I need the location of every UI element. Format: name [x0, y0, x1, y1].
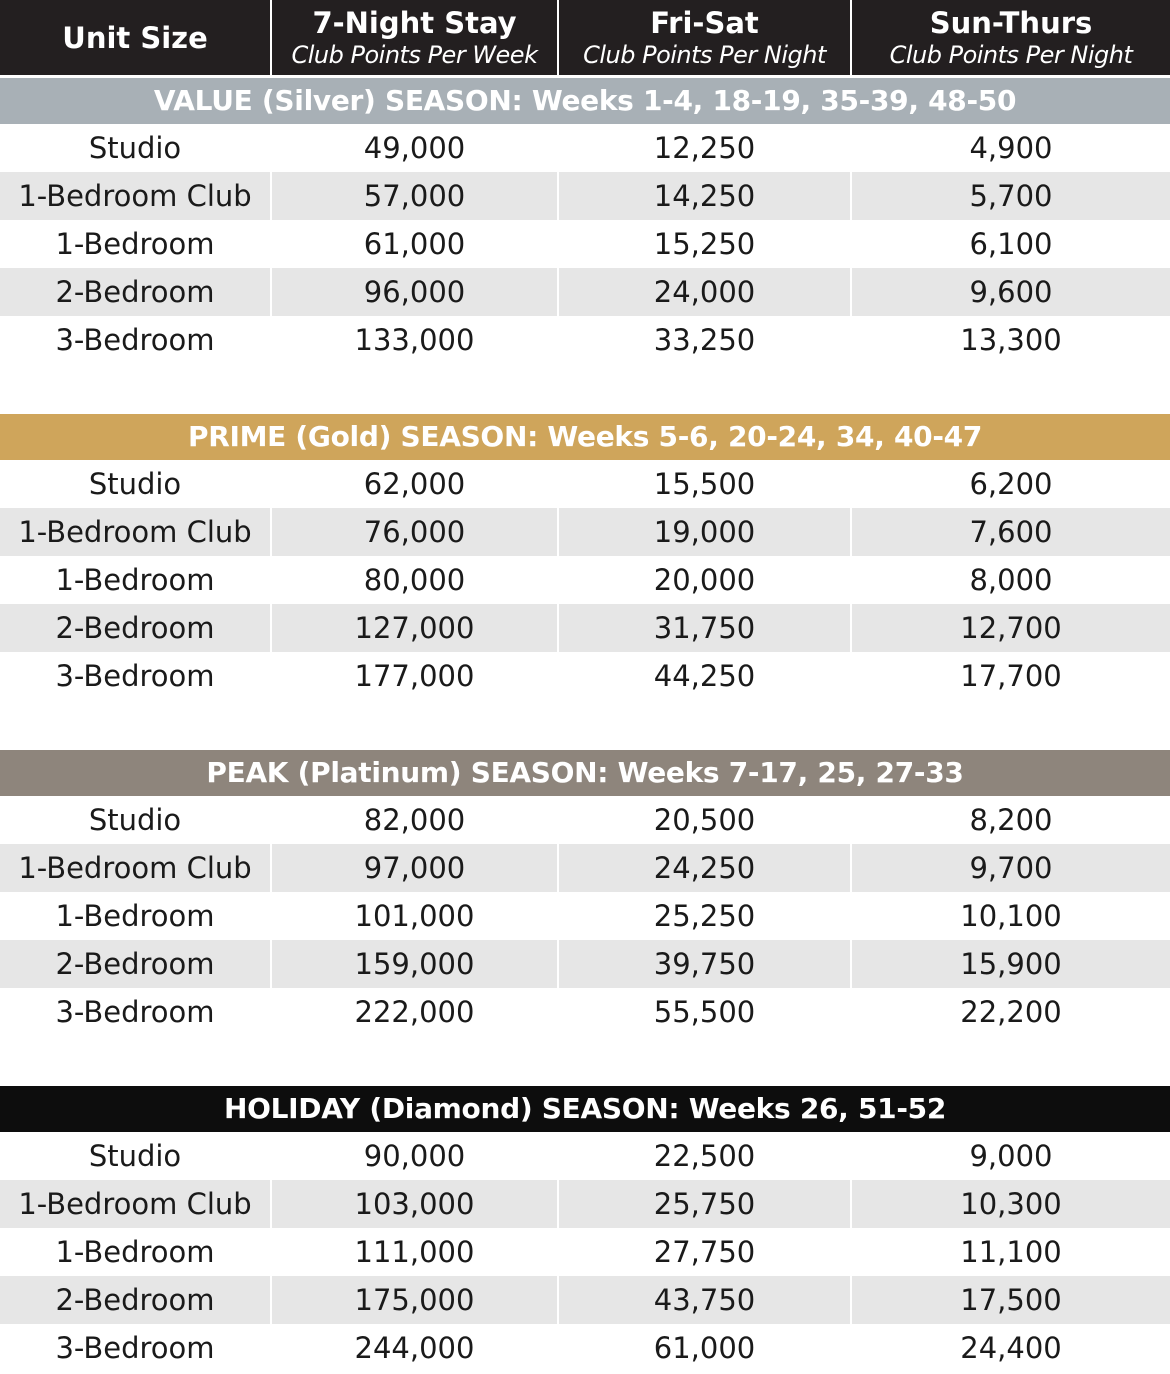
unit-size-cell: 1-Bedroom Club	[0, 508, 270, 556]
fri-sat-points-cell: 15,500	[557, 460, 850, 508]
unit-size-cell: 1-Bedroom Club	[0, 172, 270, 220]
fri-sat-points-cell: 24,000	[557, 268, 850, 316]
sun-thurs-points-cell: 10,100	[850, 892, 1170, 940]
table-row	[0, 1132, 1170, 1180]
fri-sat-points-cell: 25,750	[557, 1180, 850, 1228]
unit-size-cell: 2-Bedroom	[0, 604, 270, 652]
season-band: PEAK (Platinum) SEASON: Weeks 7-17, 25, 27-33	[0, 750, 1170, 796]
sun-thurs-points-cell: 9,600	[850, 268, 1170, 316]
sun-thurs-points-cell: 6,100	[850, 220, 1170, 268]
week-points-cell: 82,000	[270, 796, 557, 844]
week-points-cell: 222,000	[270, 988, 557, 1036]
sun-thurs-points-cell: 24,400	[850, 1324, 1170, 1372]
unit-size-cell: 3-Bedroom	[0, 652, 270, 700]
season-section-holiday	[0, 1086, 1170, 1372]
table-row	[0, 316, 1170, 364]
week-points-cell: 111,000	[270, 1228, 557, 1276]
table-row	[0, 172, 1170, 220]
header-unit-size-label: Unit Size	[62, 20, 208, 55]
header-unit-size	[0, 0, 270, 75]
unit-size-cell: 1-Bedroom	[0, 556, 270, 604]
week-points-cell: 76,000	[270, 508, 557, 556]
sun-thurs-points-cell: 17,500	[850, 1276, 1170, 1324]
table-row	[0, 652, 1170, 700]
fri-sat-points-cell: 39,750	[557, 940, 850, 988]
season-band: PRIME (Gold) SEASON: Weeks 5-6, 20-24, 34, 40-47	[0, 414, 1170, 460]
table-row	[0, 220, 1170, 268]
sun-thurs-points-cell: 5,700	[850, 172, 1170, 220]
table-row	[0, 796, 1170, 844]
fri-sat-points-cell: 20,000	[557, 556, 850, 604]
unit-size-cell: 1-Bedroom	[0, 1228, 270, 1276]
fri-sat-points-cell: 25,250	[557, 892, 850, 940]
unit-size-cell: Studio	[0, 796, 270, 844]
season-section-value	[0, 78, 1170, 364]
fri-sat-points-cell: 14,250	[557, 172, 850, 220]
week-points-cell: 61,000	[270, 220, 557, 268]
fri-sat-points-cell: 24,250	[557, 844, 850, 892]
table-row	[0, 1276, 1170, 1324]
unit-size-cell: 1-Bedroom	[0, 892, 270, 940]
table-row	[0, 508, 1170, 556]
sun-thurs-points-cell: 8,000	[850, 556, 1170, 604]
fri-sat-points-cell: 22,500	[557, 1132, 850, 1180]
week-points-cell: 133,000	[270, 316, 557, 364]
week-points-cell: 97,000	[270, 844, 557, 892]
table-row	[0, 1180, 1170, 1228]
table-row	[0, 1228, 1170, 1276]
unit-size-cell: Studio	[0, 1132, 270, 1180]
week-points-cell: 177,000	[270, 652, 557, 700]
season-section-peak	[0, 750, 1170, 1036]
unit-size-cell: 2-Bedroom	[0, 268, 270, 316]
week-points-cell: 127,000	[270, 604, 557, 652]
sun-thurs-points-cell: 7,600	[850, 508, 1170, 556]
unit-size-cell: 3-Bedroom	[0, 1324, 270, 1372]
sun-thurs-points-cell: 6,200	[850, 460, 1170, 508]
unit-size-cell: 1-Bedroom Club	[0, 844, 270, 892]
season-band: VALUE (Silver) SEASON: Weeks 1-4, 18-19, 35-39, 48-50	[0, 78, 1170, 124]
fri-sat-points-cell: 27,750	[557, 1228, 850, 1276]
table-row	[0, 460, 1170, 508]
sun-thurs-points-cell: 17,700	[850, 652, 1170, 700]
fri-sat-points-cell: 20,500	[557, 796, 850, 844]
season-section-prime	[0, 414, 1170, 700]
header-fri-sat-title: Fri-Sat	[650, 5, 759, 40]
fri-sat-points-cell: 33,250	[557, 316, 850, 364]
table-row	[0, 988, 1170, 1036]
header-fri-sat	[557, 0, 850, 75]
fri-sat-points-cell: 19,000	[557, 508, 850, 556]
fri-sat-points-cell: 43,750	[557, 1276, 850, 1324]
fri-sat-points-cell: 55,500	[557, 988, 850, 1036]
sun-thurs-points-cell: 13,300	[850, 316, 1170, 364]
week-points-cell: 62,000	[270, 460, 557, 508]
header-sun-thurs-subtitle: Club Points Per Night	[889, 40, 1133, 69]
sun-thurs-points-cell: 15,900	[850, 940, 1170, 988]
week-points-cell: 49,000	[270, 124, 557, 172]
fri-sat-points-cell: 31,750	[557, 604, 850, 652]
table-row	[0, 892, 1170, 940]
week-points-cell: 96,000	[270, 268, 557, 316]
unit-size-cell: 1-Bedroom Club	[0, 1180, 270, 1228]
fri-sat-points-cell: 61,000	[557, 1324, 850, 1372]
unit-size-cell: Studio	[0, 124, 270, 172]
fri-sat-points-cell: 15,250	[557, 220, 850, 268]
sun-thurs-points-cell: 9,700	[850, 844, 1170, 892]
week-points-cell: 101,000	[270, 892, 557, 940]
table-row	[0, 844, 1170, 892]
week-points-cell: 80,000	[270, 556, 557, 604]
sun-thurs-points-cell: 4,900	[850, 124, 1170, 172]
table-row	[0, 124, 1170, 172]
unit-size-cell: 2-Bedroom	[0, 940, 270, 988]
sun-thurs-points-cell: 10,300	[850, 1180, 1170, 1228]
header-fri-sat-subtitle: Club Points Per Night	[583, 40, 826, 69]
sun-thurs-points-cell: 8,200	[850, 796, 1170, 844]
table-row	[0, 940, 1170, 988]
header-7-night-subtitle: Club Points Per Week	[291, 40, 538, 69]
table-row	[0, 604, 1170, 652]
table-row	[0, 268, 1170, 316]
week-points-cell: 159,000	[270, 940, 557, 988]
unit-size-cell: 2-Bedroom	[0, 1276, 270, 1324]
unit-size-cell: 1-Bedroom	[0, 220, 270, 268]
week-points-cell: 175,000	[270, 1276, 557, 1324]
unit-size-cell: 3-Bedroom	[0, 316, 270, 364]
season-band: HOLIDAY (Diamond) SEASON: Weeks 26, 51-52	[0, 1086, 1170, 1132]
header-sun-thurs	[850, 0, 1170, 75]
header-7-night-stay	[270, 0, 557, 75]
header-7-night-title: 7-Night Stay	[312, 5, 517, 40]
fri-sat-points-cell: 12,250	[557, 124, 850, 172]
table-row	[0, 1324, 1170, 1372]
sun-thurs-points-cell: 12,700	[850, 604, 1170, 652]
week-points-cell: 103,000	[270, 1180, 557, 1228]
sun-thurs-points-cell: 11,100	[850, 1228, 1170, 1276]
week-points-cell: 57,000	[270, 172, 557, 220]
header-sun-thurs-title: Sun-Thurs	[929, 5, 1093, 40]
unit-size-cell: 3-Bedroom	[0, 988, 270, 1036]
table-row	[0, 556, 1170, 604]
fri-sat-points-cell: 44,250	[557, 652, 850, 700]
unit-size-cell: Studio	[0, 460, 270, 508]
week-points-cell: 90,000	[270, 1132, 557, 1180]
sun-thurs-points-cell: 9,000	[850, 1132, 1170, 1180]
table-header	[0, 0, 1170, 75]
sun-thurs-points-cell: 22,200	[850, 988, 1170, 1036]
week-points-cell: 244,000	[270, 1324, 557, 1372]
